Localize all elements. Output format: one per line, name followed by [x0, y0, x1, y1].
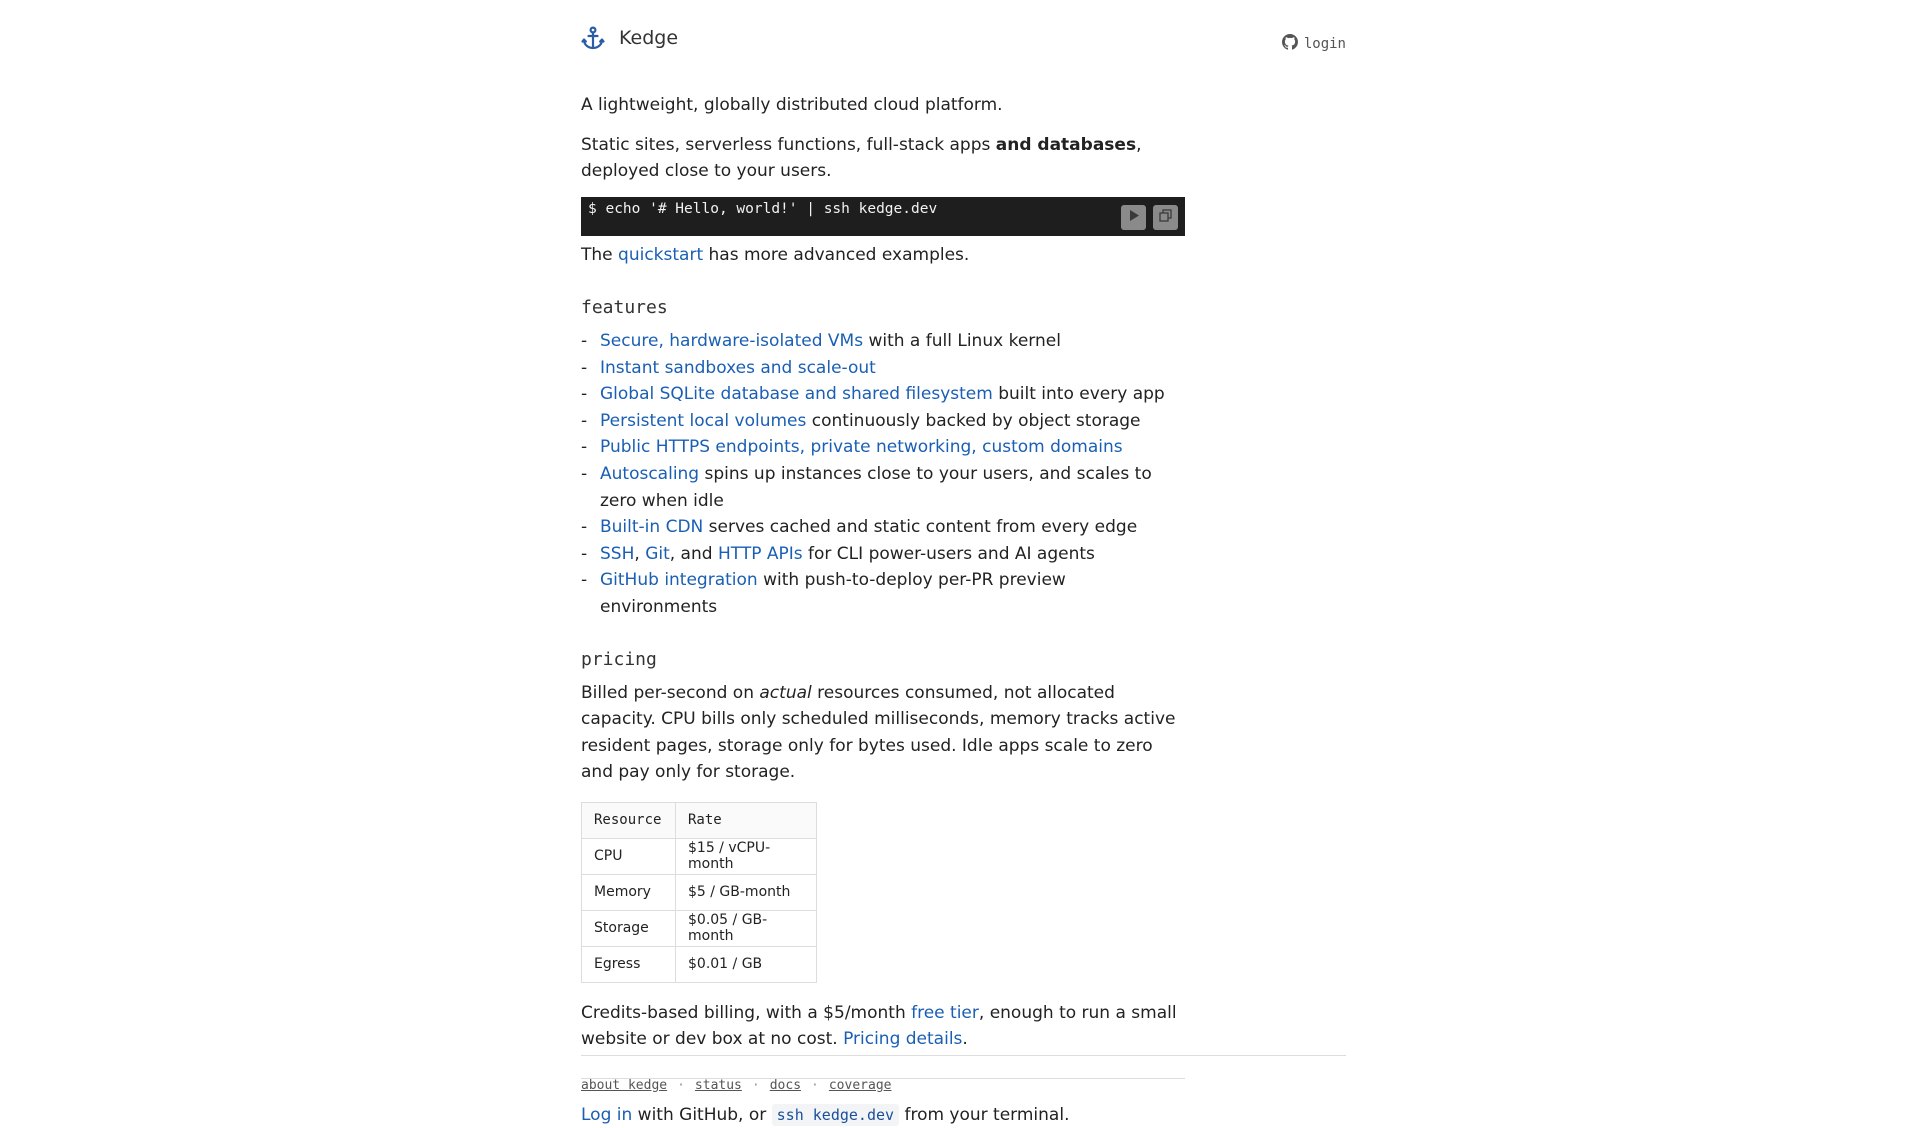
pricing-text-end: resources consumed, not allocated capacity. CPU bills only scheduled milliseconds, memory tracks active resident pages, storage only for bytes used. Idle apps scale to zero and pay only for storage. [581, 682, 1176, 783]
rate-cell: $15 / vCPU-month [676, 838, 817, 874]
feature-link-volumes[interactable]: Persistent local volumes [600, 410, 807, 431]
rate-cell: $0.05 / GB-month [676, 910, 817, 946]
footer-divider [581, 1055, 1346, 1056]
feature-link-github[interactable]: GitHub integration [600, 570, 758, 591]
intro-bold: and databases [995, 134, 1137, 155]
tagline: A lightweight, globally distributed cloud platform. [581, 95, 1003, 115]
copy-icon [1159, 209, 1172, 226]
intro-text-end: , deployed close to your users. [581, 134, 1142, 181]
log-in-link[interactable]: Log in [581, 1104, 633, 1125]
footer-link-status[interactable]: status [694, 1078, 742, 1093]
login-label: login [1303, 36, 1346, 52]
feature-text: built into every app [992, 384, 1165, 405]
login-link[interactable] [1282, 34, 1346, 54]
command-text[interactable]: $ echo '# Hello, world!' | ssh kedge.dev [588, 200, 938, 217]
command-block [581, 197, 1185, 236]
resource-cell: Memory [582, 874, 676, 910]
feature-text: serves cached and static content from every edge [703, 517, 1138, 538]
feature-text: continuously backed by object storage [806, 410, 1141, 431]
feature-sep: , [634, 543, 646, 564]
github-icon [1282, 34, 1304, 54]
intro [581, 132, 1185, 185]
credits-text: Credits-based billing, with a $5/month [581, 1002, 912, 1023]
credits-text-middle: , enough to run a small website or dev box at no cost. [581, 1002, 1177, 1050]
header [581, 0, 1346, 88]
pricing-table [581, 802, 817, 983]
feature-text: spins up instances close to your users, and scales to zero when idle [600, 463, 1152, 511]
footer-link-coverage[interactable]: coverage [828, 1078, 892, 1093]
feature-link-networking[interactable]: Public HTTPS endpoints, private networking, custom domains [600, 437, 1123, 458]
rate-cell: $0.01 / GB [676, 946, 817, 982]
feature-link-sandboxes[interactable]: Instant sandboxes and scale-out [600, 357, 876, 378]
pricing-text: Billed per-second on [581, 682, 760, 703]
feature-item [581, 381, 1185, 408]
footer-separator: · [811, 1078, 819, 1093]
feature-text: for CLI power-users and AI agents [802, 543, 1095, 564]
main-content [581, 92, 1185, 1128]
features-list [581, 328, 1185, 621]
feature-sep: , and [669, 543, 718, 564]
footer-separator: · [751, 1078, 760, 1093]
feature-link-ssh[interactable]: SSH [600, 543, 635, 564]
column-header-resource: Resource [582, 802, 676, 838]
copy-button[interactable] [1153, 205, 1178, 230]
pricing-details-link[interactable]: Pricing details [843, 1029, 963, 1050]
signin-line [581, 1102, 1185, 1128]
pricing-heading: pricing [581, 648, 657, 670]
feature-link-http-apis[interactable]: HTTP APIs [717, 543, 803, 564]
feature-item [581, 434, 1185, 461]
feature-text: with a full Linux kernel [863, 331, 1061, 351]
column-header-rate: Rate [676, 802, 817, 838]
run-button[interactable] [1121, 205, 1146, 230]
feature-item [581, 541, 1185, 568]
footer-link-docs[interactable]: docs [769, 1078, 802, 1093]
feature-text: with push-to-deploy per-PR preview environments [600, 570, 1066, 617]
credits-text-end: . [962, 1029, 968, 1050]
play-icon [1129, 209, 1139, 225]
anchor-icon [581, 26, 605, 50]
feature-link-vms[interactable]: Secure, hardware-isolated VMs [600, 331, 864, 351]
resource-cell: Egress [582, 946, 676, 982]
resource-cell: CPU [582, 838, 676, 874]
brand-name: Kedge [619, 27, 679, 49]
footer-separator: · [677, 1078, 685, 1093]
feature-item [581, 461, 1185, 514]
feature-item [581, 514, 1185, 541]
quick-text: The [581, 244, 619, 265]
intro-text: Static sites, serverless functions, full-stack apps [581, 134, 996, 155]
table-row [582, 946, 817, 982]
signin-text: with GitHub, or [632, 1104, 772, 1125]
table-row [582, 874, 817, 910]
feature-link-sqlite[interactable]: Global SQLite database and shared filesystem [600, 384, 993, 405]
feature-item [581, 408, 1185, 435]
resource-cell: Storage [582, 910, 676, 946]
feature-item [581, 355, 1185, 382]
feature-item [581, 328, 1185, 355]
footer [581, 1078, 891, 1093]
pricing-description [581, 680, 1185, 786]
quickstart-link[interactable]: quickstart [618, 244, 704, 265]
features-heading: features [581, 297, 668, 318]
table-row [582, 910, 817, 946]
quick-text-end: has more advanced examples. [703, 244, 970, 265]
pricing-italic: actual [759, 682, 812, 703]
brand[interactable] [581, 26, 678, 50]
feature-link-git[interactable]: Git [645, 543, 670, 564]
feature-link-autoscaling[interactable]: Autoscaling [600, 463, 700, 484]
credits-line [581, 1000, 1185, 1053]
ssh-command-code: ssh kedge.dev [772, 1104, 899, 1126]
feature-item [581, 567, 1185, 620]
feature-link-cdn[interactable]: Built-in CDN [600, 517, 704, 538]
quickstart-line [581, 242, 1185, 269]
signin-text-end: from your terminal. [899, 1104, 1070, 1125]
table-row [582, 838, 817, 874]
footer-link-about[interactable]: about kedge [581, 1078, 668, 1093]
table-header-row [582, 802, 817, 838]
rate-cell: $5 / GB-month [676, 874, 817, 910]
free-tier-link[interactable]: free tier [911, 1002, 979, 1023]
page [581, 0, 1346, 1128]
